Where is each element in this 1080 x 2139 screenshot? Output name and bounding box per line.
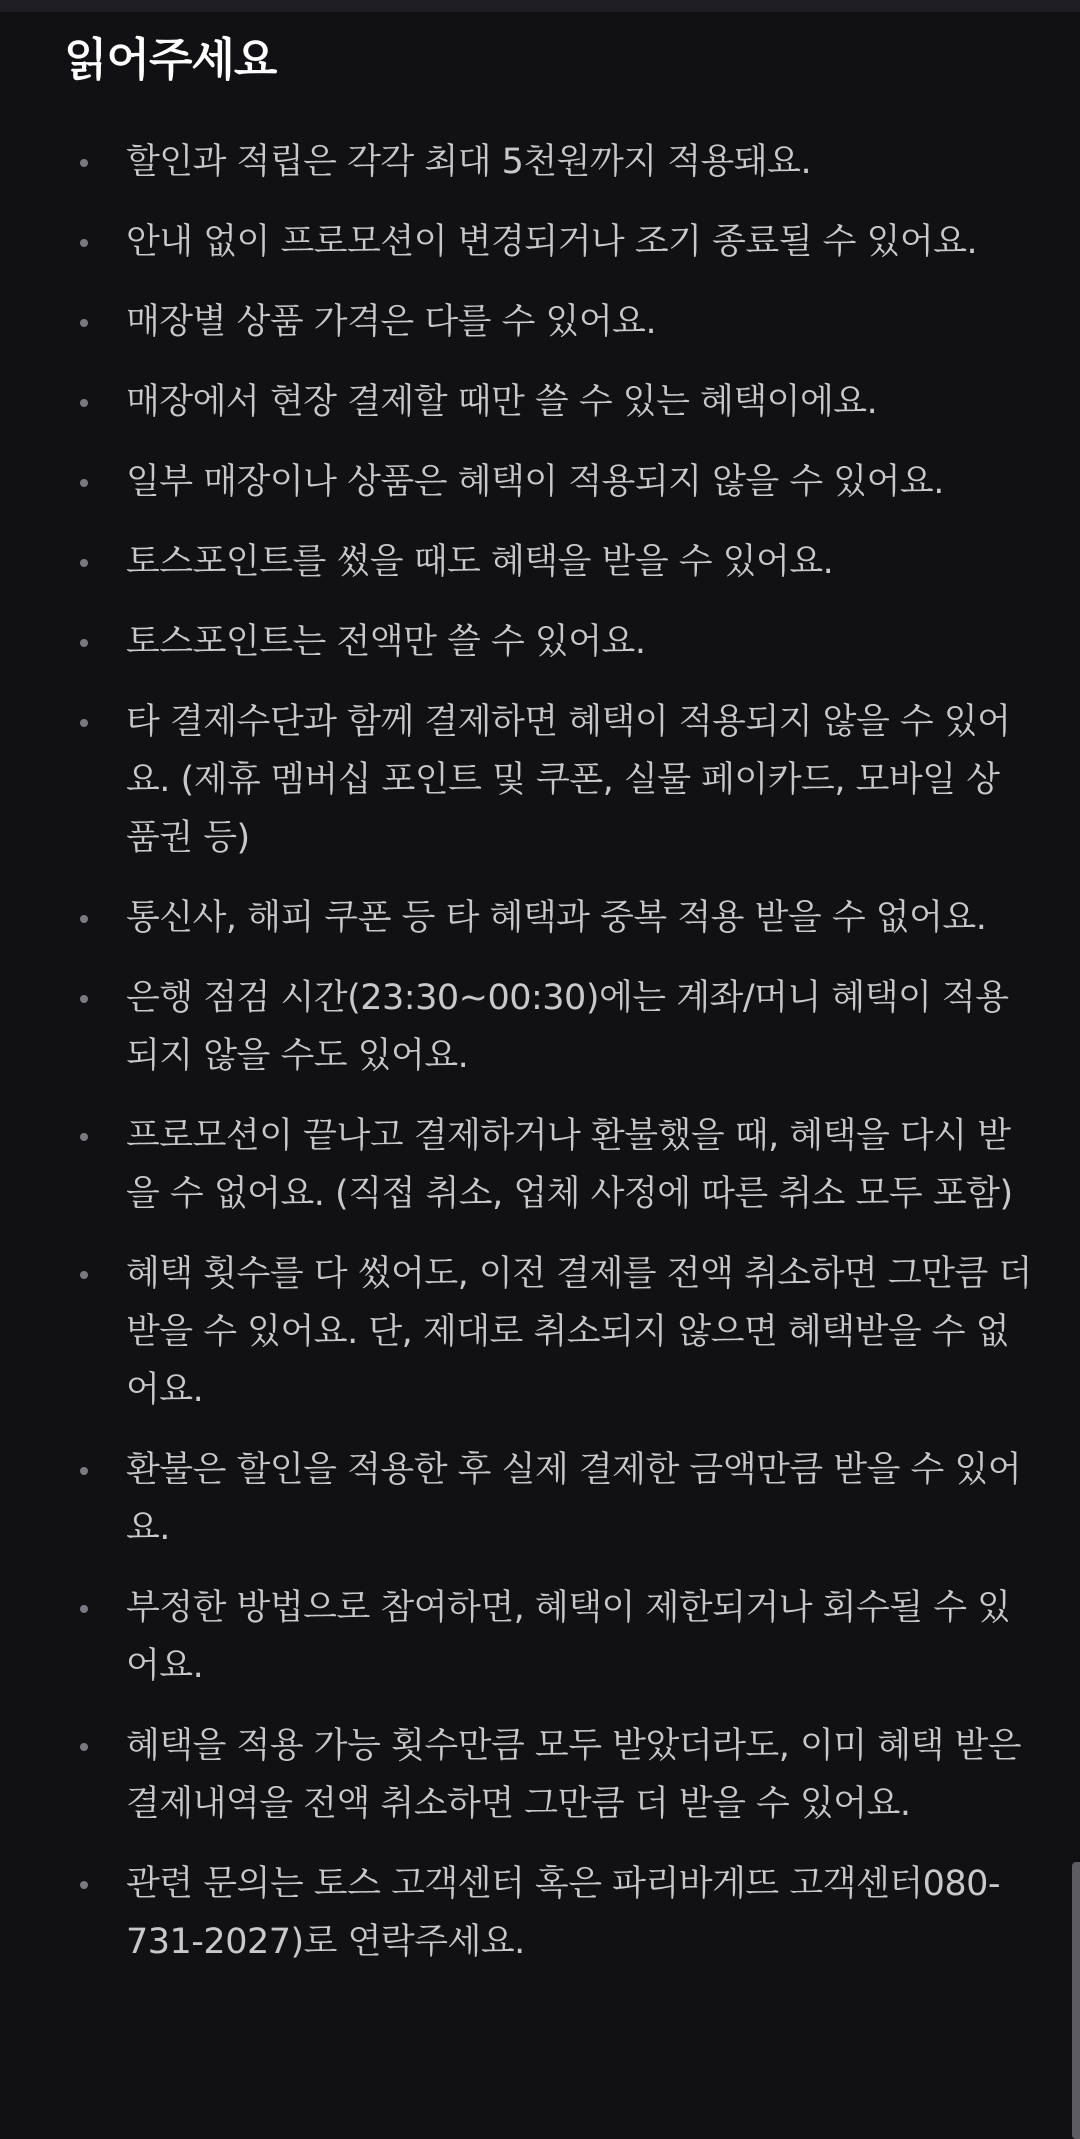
list-item-text: 환불은 할인을 적용한 후 실제 결제한 금액만큼 받을 수 있어요. [126, 1450, 1022, 1548]
list-item-text: 혜택을 적용 가능 횟수만큼 모두 받았더라도, 이미 혜택 받은 결제내역을 전액 취소하면 그만큼 더 받을 수 있어요. [126, 1726, 1022, 1824]
list-item-text: 안내 없이 프로모션이 변경되거나 조기 종료될 수 있어요. [126, 222, 978, 262]
bullet-dot-icon [80, 479, 88, 487]
list-item-text: 토스포인트는 전액만 쓸 수 있어요. [126, 622, 646, 662]
list-item-text: 은행 점검 시간(23:30~00:30)에는 계좌/머니 혜택이 적용되지 않을 수도 있어요. [126, 978, 1009, 1076]
list-item [0, 613, 1080, 671]
list-item-text: 혜택 횟수를 다 썼어도, 이전 결제를 전액 취소하면 그만큼 더 받을 수 있어요. 단, 제대로 취소되지 않으면 혜택받을 수 없어요. [126, 1254, 1032, 1410]
list-item [0, 373, 1080, 431]
section-title: 읽어주세요 [64, 33, 277, 86]
bullet-dot-icon [80, 239, 88, 247]
bullet-dot-icon [80, 399, 88, 407]
list-item-text: 매장에서 현장 결제할 때만 쓸 수 있는 혜택이에요. [126, 382, 878, 422]
list-item [0, 1441, 1080, 1557]
bullet-dot-icon [80, 1605, 88, 1613]
bullet-dot-icon [80, 1881, 88, 1889]
bullet-dot-icon [80, 1133, 88, 1141]
bullet-dot-icon [80, 915, 88, 923]
list-item [0, 293, 1080, 351]
bullet-dot-icon [80, 1467, 88, 1475]
list-item-text: 매장별 상품 가격은 다를 수 있어요. [126, 302, 657, 342]
list-item [0, 533, 1080, 591]
list-item-text: 통신사, 해피 쿠폰 등 타 혜택과 중복 적용 받을 수 없어요. [126, 898, 987, 938]
list-item [0, 1107, 1080, 1223]
list-item [0, 213, 1080, 271]
bullet-dot-icon [80, 559, 88, 567]
list-item-text: 할인과 적립은 각각 최대 5천원까지 적용돼요. [126, 142, 812, 182]
bullet-dot-icon [80, 1271, 88, 1279]
list-item [0, 453, 1080, 511]
bullet-dot-icon [80, 995, 88, 1003]
scrollbar[interactable] [1072, 1862, 1080, 2139]
list-item [0, 1579, 1080, 1695]
list-item [0, 1855, 1080, 1971]
bullet-dot-icon [80, 1743, 88, 1751]
list-item [0, 693, 1080, 867]
list-item [0, 969, 1080, 1085]
list-item [0, 889, 1080, 947]
bullet-dot-icon [80, 319, 88, 327]
notice-list [0, 133, 1080, 1993]
bullet-dot-icon [80, 639, 88, 647]
bullet-dot-icon [80, 719, 88, 727]
bullet-dot-icon [80, 159, 88, 167]
list-item [0, 1717, 1080, 1833]
list-item-text: 관련 문의는 토스 고객센터 혹은 파리바게뜨 고객센터080-731-2027)로 연락주세요. [126, 1864, 1001, 1962]
list-item-text: 일부 매장이나 상품은 혜택이 적용되지 않을 수 있어요. [126, 462, 944, 502]
list-item-text: 프로모션이 끝나고 결제하거나 환불했을 때, 혜택을 다시 받을 수 없어요. (직접 취소, 업체 사정에 따른 취소 모두 포함) [126, 1116, 1013, 1214]
list-item-text: 부정한 방법으로 참여하면, 혜택이 제한되거나 회수될 수 있어요. [126, 1588, 1011, 1686]
list-item [0, 133, 1080, 191]
list-item [0, 1245, 1080, 1419]
list-item-text: 타 결제수단과 함께 결제하면 혜택이 적용되지 않을 수 있어요. (제휴 멤버십 포인트 및 쿠폰, 실물 페이카드, 모바일 상품권 등) [126, 702, 1011, 858]
list-item-text: 토스포인트를 썼을 때도 혜택을 받을 수 있어요. [126, 542, 834, 582]
